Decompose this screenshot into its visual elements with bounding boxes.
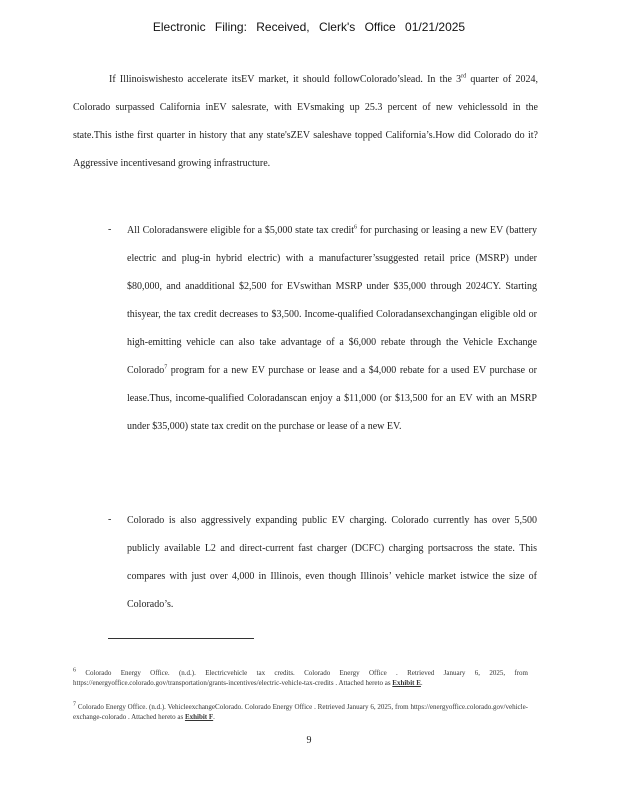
filing-header: Electronic Filing: Received, Clerk's Office 01/21/2025 [152,20,466,34]
footnote-7 [73,702,528,722]
exhibit-f-link[interactable]: Exhibit F [184,713,214,721]
exhibit-e-link[interactable]: Exhibit E [392,679,421,687]
bullet-1-text-b: for purchasing or leasing a new EV (battery electric and plug-in hybrid electric) with a manufacturer’ssuggested retail price (MSRP) under $80,000, and anadditional $2,500 for EVswithan MSRP under $35,000 through 2024CY. Starting thisyear, the tax credit decreases to $3,500. Income-qualified Coloradansexchangingan eligible old or high-emitting vehicle can also take advantage of a $6,000 rebate through the Vehicle Exchange Colorado [127,225,537,376]
bullet-marker-2: - [108,514,112,525]
footnote-6-end: . [420,679,423,687]
footnote-7-end: . [213,713,215,721]
page-number: 9 [306,735,312,746]
intro-paragraph [73,66,538,178]
bullet-item-2: Colorado is also aggressively expanding public EV charging. Colorado currently has over 5,500 publicly available L2 and direct-current fast charger (DCFC) charging portsacross the state. This compares with just over 4,000 in Illinois, even though Illinois’ vehicle market istwice the size of Colorado’s. [127,515,537,610]
bullet-item-1 [127,217,537,441]
footnote-ref-7: 7 [164,364,168,371]
bullet-1-text-c: program for a new EV purchase or lease and a $4,000 rebate for a used EV purchase or lease.Thus, income-qualified Coloradanscan enjoy a $11,000 (or $13,500 for an EV with an MSRP under $35,000) state tax credit on the purchase or lease of a new EV. [127,365,537,432]
footnote-6-number: 6 [73,667,76,674]
intro-text: If Illinoiswishesto accelerate itsEV market, it should followColorado’slead. In the 3 [109,74,462,85]
bullet-1-text-a: All Coloradanswere eligible for a $5,000 state tax credit [127,225,355,236]
intro-superscript: rd [461,73,467,80]
bullet-marker-1: - [108,224,112,235]
footnote-ref-6: 6 [354,224,358,231]
footnote-6-text: Colorado Energy Office. (n.d.). Electricvehicle tax credits. Colorado Energy Office . Retrieved January 6, 2025, from https://energyoffice.colorado.gov/transportation/grants-incentives/electric-vehicle-tax-credits . Attached hereto as [73,669,529,687]
footnote-6 [73,668,528,688]
footnote-7-number: 7 [73,701,76,708]
footnote-separator [108,638,254,639]
footnote-7-text: Colorado Energy Office. (n.d.). VehicleexchangeColorado. Colorado Energy Office . Retrieved January 6, 2025, from https://energyoffice.colorado.gov/vehicle-exchange-colorado . Attached hereto as [73,703,529,721]
intro-text-continued: quarter of 2024, Colorado surpassed California inEV salesrate, with EVsmaking up 25.3 percent of new vehiclessold in the state.This isthe first quarter in history that any state'sZEV saleshave topped California’s.How did Colorado do it?Aggressive incentivesand growing infrastructure. [73,74,538,169]
